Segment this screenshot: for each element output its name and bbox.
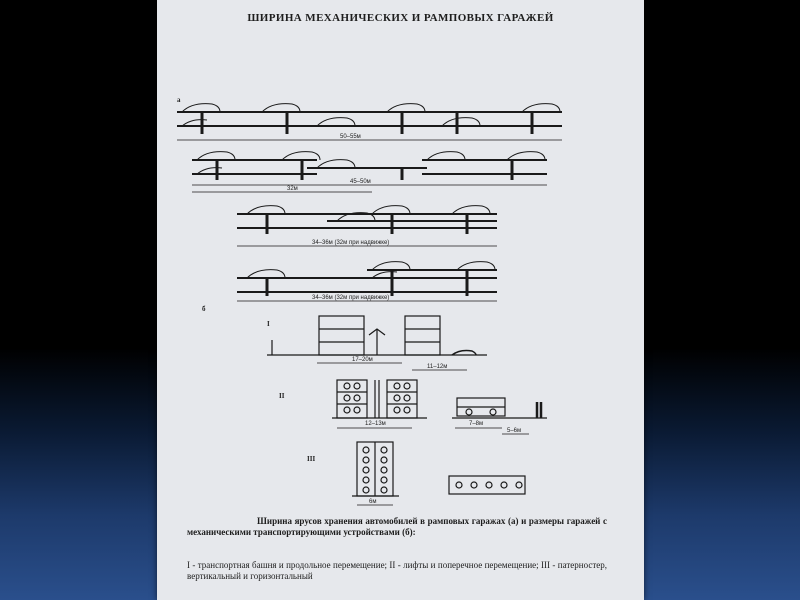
ramp-section-1 bbox=[177, 112, 562, 134]
marker-a: а bbox=[177, 96, 181, 104]
roman-numeral-II: II bbox=[279, 392, 285, 400]
marker-b: б bbox=[202, 305, 206, 313]
dim-label-4: 34–36м (32м при надвижке) bbox=[312, 295, 390, 301]
document-title: ШИРИНА МЕХАНИЧЕСКИХ И РАМПОВЫХ ГАРАЖЕЙ bbox=[247, 12, 554, 24]
dim-label-3: 34–36м (32м при надвижке) bbox=[312, 240, 390, 246]
cars-row-2 bbox=[197, 152, 545, 174]
dim-label-II-b: 7–8м bbox=[469, 421, 484, 427]
mechanical-garage-III bbox=[352, 442, 525, 505]
dim-label-III: 6м bbox=[369, 499, 377, 505]
dim-label-1: 50–55м bbox=[340, 134, 361, 140]
ramp-section-4 bbox=[237, 270, 497, 296]
mechanical-garage-I bbox=[267, 316, 487, 370]
dim-label-II-c: 5–6м bbox=[507, 428, 522, 434]
document-page bbox=[157, 0, 644, 600]
caption-heading: Ширина ярусов хранения автомобилей в рамповых гаражах (а) и размеры гаражей с механическими транспортирующими устройствами (б): bbox=[187, 516, 607, 537]
dim-label-I-a: 17–20м bbox=[352, 357, 373, 363]
caption-note: I - транспортная башня и продольное перемещение; II - лифты и поперечное перемещение; III - патерностер, вертикальный и горизонтальный bbox=[187, 560, 607, 581]
garage-drawings bbox=[157, 0, 644, 520]
ramp-section-3 bbox=[237, 214, 497, 234]
cars-row-1 bbox=[182, 104, 560, 126]
ramp-section-2 bbox=[192, 160, 547, 180]
dim-label-II-a: 12–13м bbox=[365, 421, 386, 427]
dim-label-2a: 45–50м bbox=[350, 179, 371, 185]
figure-caption bbox=[187, 516, 607, 538]
dim-label-I-b: 11–12м bbox=[427, 364, 448, 370]
roman-numeral-I: I bbox=[267, 320, 270, 328]
dim-label-2b: 32м bbox=[287, 186, 298, 192]
roman-numeral-III: III bbox=[307, 455, 316, 463]
